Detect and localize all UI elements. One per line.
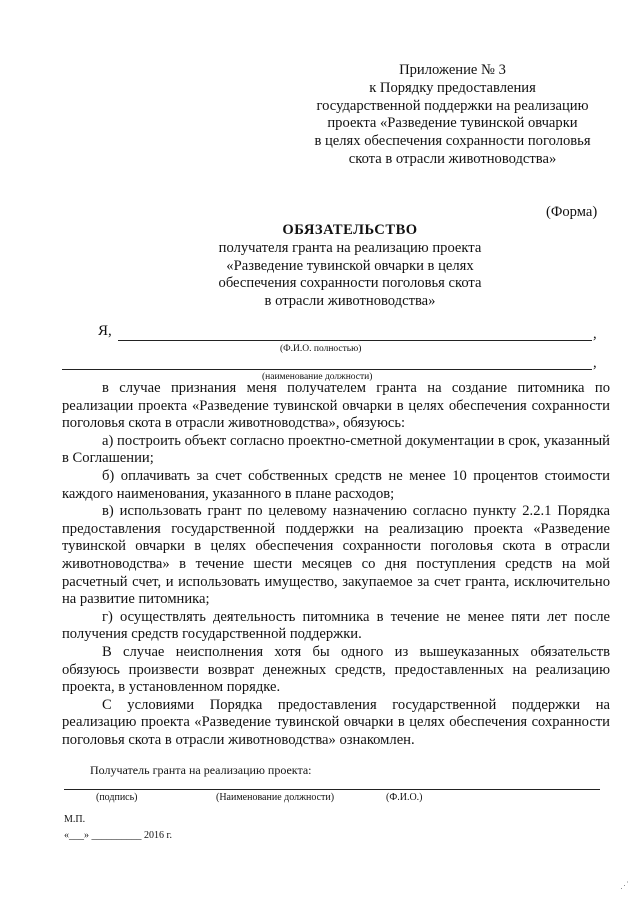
- recipient-label: Получатель гранта на реализацию проекта:: [90, 763, 312, 777]
- document-title: ОБЯЗАТЕЛЬСТВО: [282, 222, 418, 238]
- stamp-place-label: М.П.: [64, 814, 86, 825]
- fio-comma: ,: [593, 326, 597, 342]
- body-paragraph: г) осуществлять деятельность питомника в течение не менее пяти лет после получения средств государственной поддержки.: [62, 608, 610, 643]
- sign-caption: (подпись): [96, 792, 138, 803]
- signature-field-line[interactable]: [64, 789, 600, 790]
- annex-line: к Порядку предоставления: [369, 79, 536, 96]
- date-line: «___» __________ 2016 г.: [64, 830, 172, 841]
- heading-line: обеспечения сохранности поголовья скота: [218, 275, 482, 292]
- position-comma: ,: [593, 355, 597, 371]
- heading-line: получателя гранта на реализацию проекта: [218, 239, 482, 256]
- obligation-body: [62, 380, 610, 749]
- fio-caption: (Ф.И.О. полностью): [280, 344, 362, 354]
- body-paragraph: С условиями Порядка предоставления государственной поддержки на реализацию проекта «Разведение тувинской овчарки в целях обеспечения сохранности поголовья скота в отрасли животноводства» ознакомлен.: [62, 696, 610, 748]
- heading-line: в отрасли животноводства»: [264, 293, 436, 310]
- position-field-line[interactable]: [62, 369, 592, 370]
- body-paragraph: а) построить объект согласно проектно-сметной документации в срок, указанный в Соглашении;: [62, 432, 610, 467]
- fio-field-line[interactable]: [118, 340, 592, 341]
- declarant-prefix: Я,: [98, 323, 112, 339]
- annex-line: в целях обеспечения сохранности поголовья: [314, 133, 591, 150]
- annex-line: скота в отрасли животноводства»: [348, 150, 557, 167]
- signature-position-caption: (Наименование должности): [216, 792, 335, 803]
- annex-line: Приложение № 3: [399, 62, 506, 78]
- body-paragraph: в случае признания меня получателем гранта на создание питомника по реализации проекта «Разведение тувинской овчарки в целях обеспечения сохранности поголовья скота в отрасли животноводства», обязуюсь:: [62, 380, 610, 432]
- position-caption: (наименование должности): [262, 372, 373, 382]
- heading-line: «Разведение тувинской овчарки в целях: [226, 257, 474, 274]
- body-paragraph: в) использовать грант по целевому назначению согласно пункту 2.2.1 Порядка предоставления государственной поддержки на реализацию проекта «Разведение тувинской овчарки в целях обеспечения сохранности поголовья скота в отрасли животноводства» в течение шести месяцев со дня поступления средств на мой расчетный счет, и использовать имущество, закупаемое за счет гранта, исключительно на развитие питомника;: [62, 503, 610, 608]
- scan-artifact-mark: ⋰: [620, 880, 629, 890]
- body-paragraph: В случае неисполнения хотя бы одного из вышеуказанных обязательств обязуюсь произвести возврат денежных средств, предоставленных на реализацию проекта, в установленном порядке.: [62, 643, 610, 696]
- form-label: (Форма): [546, 204, 598, 220]
- body-paragraph: б) оплачивать за счет собственных средств не менее 10 процентов стоимости каждого наименования, указанного в плане расходов;: [62, 467, 610, 502]
- annex-header: [300, 62, 605, 169]
- annex-line: государственной поддержки на реализацию: [316, 97, 589, 114]
- signature-fio-caption: (Ф.И.О.): [386, 792, 423, 803]
- document-heading: [150, 222, 550, 311]
- annex-line: проекта «Разведение тувинской овчарки: [327, 115, 578, 132]
